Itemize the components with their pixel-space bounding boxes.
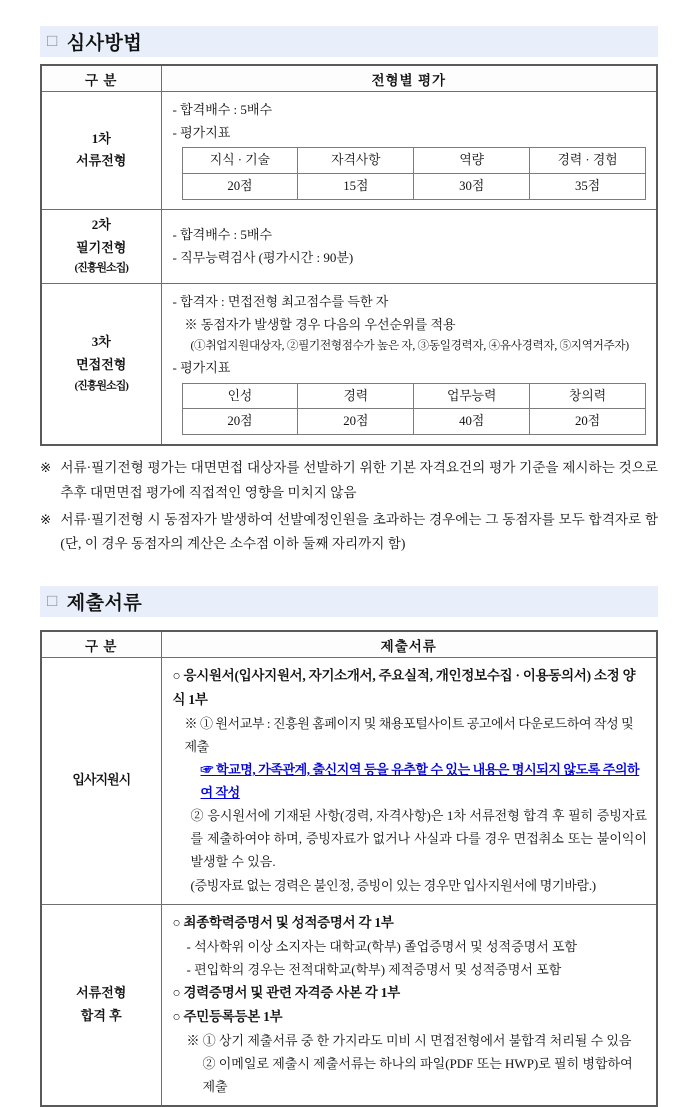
- criteria-score: 30점: [414, 174, 530, 200]
- criteria-header: 업무능력: [414, 383, 530, 409]
- criteria-header: 경력 · 경험: [530, 148, 646, 174]
- round1-line2: - 평가지표: [172, 125, 231, 141]
- col-header-category: 구 분: [41, 65, 161, 92]
- table-row-round3: [41, 283, 657, 445]
- section-title-text: 제출서류: [66, 593, 143, 614]
- col-header-evaluation: 전형별 평가: [161, 65, 657, 92]
- round1-label-line2: 서류전형: [76, 153, 127, 169]
- table-header-row: [41, 65, 657, 92]
- after-pass-content: [161, 904, 657, 1106]
- criteria-score: 20점: [530, 409, 646, 435]
- apply-note3: (증빙자료 없는 경력은 불인정, 증빙이 있는 경우만 입사지원서에 명기바람.): [190, 877, 596, 893]
- criteria-score: 15점: [298, 174, 414, 200]
- table-row-after-pass: [41, 904, 657, 1106]
- after-pass-label-line1: 서류전형: [76, 985, 127, 1001]
- review-notes: [40, 456, 658, 557]
- table-row-round2: [41, 209, 657, 283]
- section-title-text: 심사방법: [66, 33, 143, 54]
- round2-label: [41, 209, 161, 283]
- col-header-category: 구 분: [41, 631, 161, 658]
- apply-note2: ② 응시원서에 기재된 사항(경력, 자격사항)은 1차 서류전형 합격 후 필히 증빙자료를 제출하여야 하며, 증빙자료가 없거나 사실과 다를 경우 면접취소 또는 불이익이 발생할 수 있음.: [190, 808, 647, 870]
- section-title-submit: [40, 586, 658, 617]
- section-title-review: [40, 26, 658, 57]
- criteria-header: 창의력: [530, 383, 646, 409]
- criteria-header: 지식 · 기술: [182, 148, 298, 174]
- note-marker: ※: [40, 511, 52, 527]
- note-text: 서류·필기전형 시 동점자가 발생하여 선발예정인원을 초과하는 경우에는 그 동점자를 모두 합격자로 함(단, 이 경우 동점자의 계산은 소수점 이하 둘째 자리까지 함): [60, 511, 658, 552]
- apply-note1: ※ ① 원서교부 : 진흥원 홈페이지 및 채용포털사이트 공고에서 다운로드하여 작성 및 제출: [184, 715, 634, 754]
- round3-label-line3: (진흥원소집): [74, 379, 128, 392]
- after-pass-item3: ○ 주민등록등본 1부: [172, 1008, 283, 1024]
- table-row-apply: [41, 658, 657, 905]
- criteria-header: 자격사항: [298, 148, 414, 174]
- round2-line1: - 합격배수 : 5배수: [172, 226, 273, 242]
- after-pass-item1: ○ 최종학력증명서 및 성적증명서 각 1부: [172, 914, 394, 930]
- round3-label-line1: 3차: [91, 334, 111, 350]
- table-header-row: [41, 631, 657, 658]
- round3-line2: ※ 동점자가 발생할 경우 다음의 우선순위를 적용: [184, 316, 456, 332]
- apply-item1: ○ 응시원서(입사지원서, 자기소개서, 주요실적, 개인정보수집 · 이용동의서) 소정 양식 1부: [172, 668, 636, 707]
- after-pass-note2: ② 이메일로 제출시 제출서류는 하나의 파일(PDF 또는 HWP)로 필히 병합하여 제출: [202, 1055, 633, 1094]
- criteria-score: 20점: [298, 409, 414, 435]
- note-item: [40, 456, 658, 505]
- criteria-header: 인성: [182, 383, 298, 409]
- round3-line1: - 합격자 : 면접전형 최고점수를 득한 자: [172, 293, 389, 309]
- round3-line4: - 평가지표: [172, 360, 231, 376]
- round1-criteria-table: [182, 147, 647, 200]
- round1-line1: - 합격배수 : 5배수: [172, 102, 273, 117]
- col-header-documents: 제출서류: [161, 631, 657, 658]
- round1-label: [41, 92, 161, 210]
- round2-label-line3: (진흥원소집): [74, 262, 128, 275]
- note-marker: ※: [40, 460, 52, 476]
- after-pass-sub2: - 편입학의 경우는 전적대학교(학부) 제적증명서 및 성적증명서 포함: [186, 961, 562, 977]
- criteria-score: 40점: [414, 409, 530, 435]
- after-pass-label: [41, 904, 161, 1106]
- round3-label: [41, 283, 161, 445]
- review-method-table: [40, 64, 658, 446]
- round2-label-line1: 2차: [91, 216, 111, 232]
- criteria-score: 20점: [182, 409, 298, 435]
- apply-content: [161, 658, 657, 905]
- round1-label-line1: 1차: [91, 130, 111, 146]
- round2-content: [161, 209, 657, 283]
- after-pass-sub1: - 석사학위 이상 소지자는 대학교(학부) 졸업증명서 및 성적증명서 포함: [186, 938, 578, 954]
- table-row-round1: [41, 92, 657, 210]
- round2-line2: - 직무능력검사 (평가시간 : 90분): [172, 249, 354, 265]
- note-item: [40, 508, 658, 557]
- round3-content: [161, 283, 657, 445]
- round3-line3: (①취업지원대상자, ②필기전형점수가 높은 자, ③동일경력자, ④유사경력자, ⑤지역거주자): [190, 338, 629, 352]
- round1-content: [161, 92, 657, 210]
- apply-label-text: 입사지원시: [72, 772, 131, 788]
- after-pass-note1: ※ ① 상기 제출서류 중 한 가지라도 미비 시 면접전형에서 불합격 처리될 수 있음: [186, 1032, 632, 1048]
- round3-criteria-table: [182, 383, 647, 436]
- criteria-header: 경력: [298, 383, 414, 409]
- square-bullet-icon: □: [47, 590, 58, 610]
- criteria-score: 35점: [530, 174, 646, 200]
- after-pass-item2: ○ 경력증명서 및 관련 자격증 사본 각 1부: [172, 984, 400, 1000]
- submit-docs-table: [40, 630, 658, 1107]
- criteria-score: 20점: [182, 174, 298, 200]
- note-text: 서류·필기전형 평가는 대면면접 대상자를 선발하기 위한 기본 자격요건의 평가 기준을 제시하는 것으로 추후 대면면접 평가에 직접적인 영향을 미치지 않음: [60, 460, 658, 500]
- round3-label-line2: 면접전형: [76, 357, 127, 373]
- criteria-header: 역량: [414, 148, 530, 174]
- apply-caution-text: ☞ 학교명, 가족관계, 출신지역 등을 유추할 수 있는 내용은 명시되지 않도록 주의하여 작성: [200, 761, 640, 801]
- after-pass-label-line2: 합격 후: [80, 1007, 122, 1023]
- round2-label-line2: 필기전형: [76, 239, 127, 255]
- square-bullet-icon: □: [47, 30, 58, 50]
- apply-label: [41, 658, 161, 905]
